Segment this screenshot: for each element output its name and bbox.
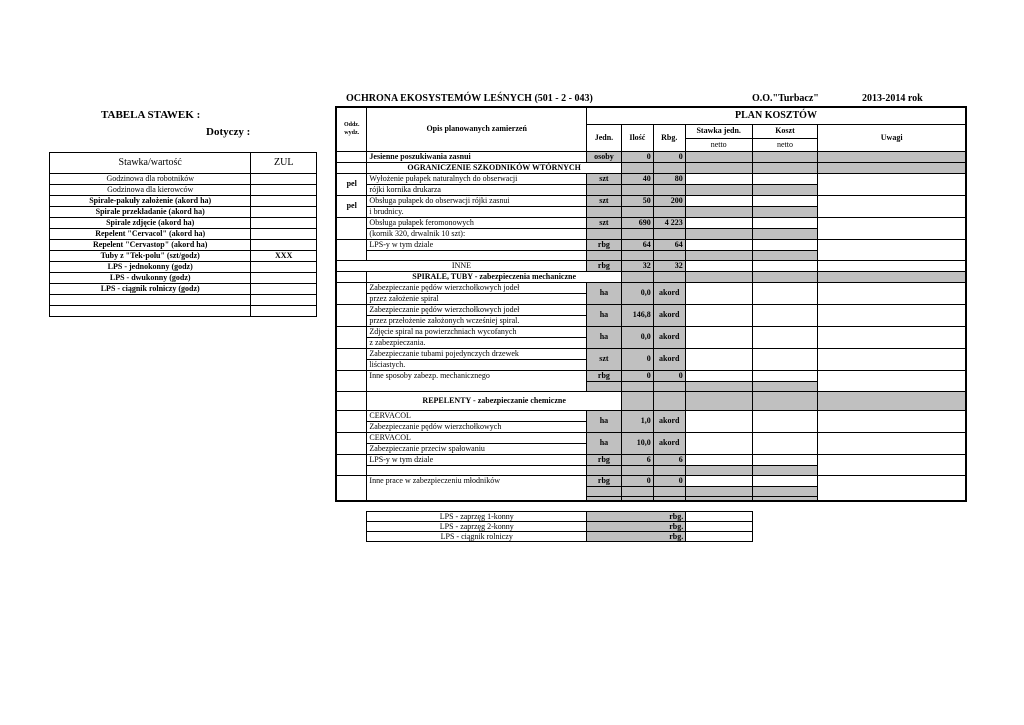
row-unit: rbg <box>586 475 621 486</box>
row-rbg[interactable]: 200 <box>653 195 685 206</box>
lps-label: LPS - ciągnik rolniczy <box>367 532 587 542</box>
row-rbg[interactable]: 0 <box>653 475 685 486</box>
rate-value[interactable] <box>251 207 317 218</box>
year-range: 2013-2014 rok <box>862 93 923 104</box>
lps-cost[interactable] <box>686 532 753 542</box>
row-unit: szt <box>586 217 621 228</box>
section-heading: SPIRALE, TUBY - zabezpieczenia mechaniczne <box>367 271 621 282</box>
description-header: Opis planowanych zamierzeń <box>367 107 587 151</box>
table-row <box>336 173 966 184</box>
rate-label: Spirale zdjęcie (akord ha) <box>50 218 251 229</box>
document-title: OCHRONA EKOSYSTEMÓW LEŚNYCH (501 - 2 - 043) <box>346 93 593 104</box>
quantity-header: Ilość <box>621 124 653 151</box>
rate-label: Repelent "Cervastop" (akord ha) <box>50 240 251 251</box>
row-description: Inne prace w zabezpieczeniu młodników <box>367 475 587 501</box>
rate-label: LPS - jednokonny (godz) <box>50 262 251 273</box>
cost-plan-table <box>335 106 967 502</box>
row-description: CERVACOL <box>367 432 587 443</box>
row-description-cont: z zabezpieczania. <box>367 337 587 348</box>
lps-summary-table <box>366 511 753 542</box>
row-description-cont: Zabezpieczanie pędów wierzchołkowych <box>367 421 587 432</box>
row-quantity[interactable]: 1,0 <box>621 410 653 432</box>
rate-value[interactable] <box>251 174 317 185</box>
row-quantity[interactable]: 0 <box>621 348 653 370</box>
rate-value[interactable] <box>251 306 317 317</box>
row-description: Zabezpieczanie pędów wierzchołkowych jodeł <box>367 304 587 315</box>
rate-value[interactable] <box>251 229 317 240</box>
lps-unit: rbg. <box>587 512 686 522</box>
section-label: Oddz. <box>343 122 360 129</box>
row-quantity[interactable]: 32 <box>621 260 653 271</box>
row-rbg[interactable]: 6 <box>653 454 685 465</box>
rate-row <box>50 273 317 284</box>
row-quantity[interactable]: 6 <box>621 454 653 465</box>
table-row <box>336 151 966 162</box>
row-unit: ha <box>586 432 621 454</box>
row-description-cont: (kornik 320, drwalnik 10 szt): <box>367 228 587 239</box>
row-description-cont: przez przełożenie założonych wcześniej spiral. <box>367 315 587 326</box>
row-unit: rbg <box>586 260 621 271</box>
table-row <box>336 410 966 421</box>
office-name: O.O."Turbacz" <box>752 93 819 104</box>
rate-value[interactable] <box>251 196 317 207</box>
rate-value[interactable]: XXX <box>251 251 317 262</box>
rbg-header: Rbg. <box>653 124 685 151</box>
notes-header: Uwagi <box>818 124 966 151</box>
rate-row <box>50 262 317 273</box>
row-unit: ha <box>586 410 621 432</box>
row-quantity[interactable]: 690 <box>621 217 653 228</box>
zul-header: ZUL <box>251 153 317 174</box>
lps-label: LPS - zaprzęg 2-konny <box>367 522 587 532</box>
row-rbg[interactable]: 32 <box>653 260 685 271</box>
applies-to-label: Dotyczy : <box>206 126 251 138</box>
table-row <box>336 432 966 443</box>
row-rbg[interactable]: akord <box>653 326 685 348</box>
row-rbg[interactable]: 0 <box>653 370 685 381</box>
row-rbg[interactable]: akord <box>653 348 685 370</box>
table-row <box>336 475 966 486</box>
row-unit: rbg <box>586 239 621 250</box>
unit-rate-header: Stawka jedn. <box>685 124 752 138</box>
row-quantity[interactable]: 0,0 <box>621 282 653 304</box>
lps-row <box>367 532 753 542</box>
row-quantity[interactable]: 40 <box>621 173 653 184</box>
lps-unit: rbg. <box>587 522 686 532</box>
row-section: pel <box>336 195 367 217</box>
table-row <box>336 304 966 315</box>
row-description-cont: rójki kornika drukarza <box>367 184 587 195</box>
cost-header: Koszt <box>752 124 818 138</box>
row-description: Wyłożenie pułapek naturalnych do obserwacji <box>367 173 587 184</box>
net-label: netto <box>752 138 818 151</box>
rate-value[interactable] <box>251 284 317 295</box>
row-quantity[interactable]: 50 <box>621 195 653 206</box>
rate-row <box>50 196 317 207</box>
row-description: LPS-y w tym dziale <box>367 239 587 250</box>
table-row <box>336 326 966 337</box>
cost-plan-header: PLAN KOSZTÓW <box>586 107 966 124</box>
rate-label <box>50 295 251 306</box>
rate-label: Spirale-pakuły założenie (akord ha) <box>50 196 251 207</box>
rate-row <box>50 240 317 251</box>
rate-label: Godzinowa dla kierowców <box>50 185 251 196</box>
row-description-cont: i brudnicy. <box>367 206 587 217</box>
row-rbg[interactable]: 80 <box>653 173 685 184</box>
table-row <box>336 370 966 381</box>
lps-cost[interactable] <box>686 512 753 522</box>
rate-value[interactable] <box>251 273 317 284</box>
rate-label: Godzinowa dla robotników <box>50 174 251 185</box>
rate-label: Tuby z "Tek-polu" (szt/godz) <box>50 251 251 262</box>
table-row <box>336 260 966 271</box>
subsection-label: wydz. <box>344 130 360 137</box>
table-row <box>336 282 966 293</box>
lps-cost[interactable] <box>686 522 753 532</box>
rate-value[interactable] <box>251 262 317 273</box>
lps-label: LPS - zaprzęg 1-konny <box>367 512 587 522</box>
row-description-cont: liściastych. <box>367 359 587 370</box>
rate-value[interactable] <box>251 185 317 196</box>
row-quantity[interactable]: 10,0 <box>621 432 653 454</box>
row-quantity[interactable]: 146,8 <box>621 304 653 326</box>
row-description-cont: Zabezpieczanie przeciw spałowaniu <box>367 443 587 454</box>
row-description: Zabezpieczanie pędów wierzchołkowych jodeł <box>367 282 587 293</box>
unit-header: Jedn. <box>586 124 621 151</box>
rate-row <box>50 207 317 218</box>
rate-value[interactable] <box>251 218 317 229</box>
row-unit: osoby <box>586 151 621 162</box>
row-description-cont: przez założenie spiral <box>367 293 587 304</box>
row-description: Obsługa pułapek do obserwacji rójki zasnui <box>367 195 587 206</box>
row-description: Obsługa pułapek feromonowych <box>367 217 587 228</box>
rate-label <box>50 306 251 317</box>
row-description: LPS-y w tym dziale <box>367 454 587 465</box>
rate-row <box>50 284 317 295</box>
lps-unit: rbg. <box>587 532 686 542</box>
section-header <box>336 107 367 151</box>
row-quantity[interactable]: 0 <box>621 475 653 486</box>
net-label: netto <box>685 138 752 151</box>
row-rbg[interactable]: 64 <box>653 239 685 250</box>
rate-label: LPS - dwukonny (godz) <box>50 273 251 284</box>
rate-value[interactable] <box>251 295 317 306</box>
rate-row <box>50 306 317 317</box>
row-quantity[interactable]: 64 <box>621 239 653 250</box>
row-rbg[interactable]: akord <box>653 304 685 326</box>
rate-row <box>50 185 317 196</box>
rate-value[interactable] <box>251 240 317 251</box>
table-row <box>336 454 966 465</box>
row-description: Jesienne poszukiwania zasnui <box>367 151 587 162</box>
table-row <box>336 348 966 359</box>
row-unit: ha <box>586 326 621 348</box>
row-description: Zdjęcie spiral na powierzchniach wycofanych <box>367 326 587 337</box>
rates-table-title: TABELA STAWEK : <box>101 109 201 121</box>
rate-row <box>50 295 317 306</box>
row-rbg[interactable]: akord <box>653 432 685 454</box>
row-description: CERVACOL <box>367 410 587 421</box>
rate-label: LPS - ciągnik rolniczy (godz) <box>50 284 251 295</box>
row-unit: ha <box>586 304 621 326</box>
table-row <box>336 239 966 250</box>
row-quantity[interactable]: 0 <box>621 151 653 162</box>
row-quantity[interactable]: 0,0 <box>621 326 653 348</box>
row-rbg[interactable]: akord <box>653 410 685 432</box>
section-heading: REPELENTY - zabezpieczanie chemiczne <box>367 391 621 410</box>
rate-row <box>50 251 317 262</box>
rate-label: Spirale przekładanie (akord ha) <box>50 207 251 218</box>
rate-row <box>50 218 317 229</box>
lps-row <box>367 512 753 522</box>
row-unit: rbg <box>586 370 621 381</box>
row-description: INNE <box>336 260 586 271</box>
row-rbg[interactable]: 0 <box>653 151 685 162</box>
lps-row <box>367 522 753 532</box>
row-section: pel <box>336 173 367 195</box>
table-row <box>336 195 966 206</box>
row-unit: szt <box>586 348 621 370</box>
rate-label: Repelent "Cervacol" (akord ha) <box>50 229 251 240</box>
rates-table <box>49 152 317 317</box>
row-unit: szt <box>586 173 621 184</box>
row-description: Zabezpieczanie tubami pojedynczych drzewek <box>367 348 587 359</box>
rate-header: Stawka/wartość <box>50 153 251 174</box>
row-unit: ha <box>586 282 621 304</box>
table-row <box>336 217 966 228</box>
rate-row <box>50 174 317 185</box>
row-unit: rbg <box>586 454 621 465</box>
row-unit: szt <box>586 195 621 206</box>
row-rbg[interactable]: 4 223 <box>653 217 685 228</box>
section-heading: OGRANICZENIE SZKODNIKÓW WTÓRNYCH <box>367 162 621 173</box>
row-quantity[interactable]: 0 <box>621 370 653 381</box>
row-rbg[interactable]: akord <box>653 282 685 304</box>
row-description: Inne sposoby zabezp. mechanicznego <box>367 370 587 391</box>
rate-row <box>50 229 317 240</box>
